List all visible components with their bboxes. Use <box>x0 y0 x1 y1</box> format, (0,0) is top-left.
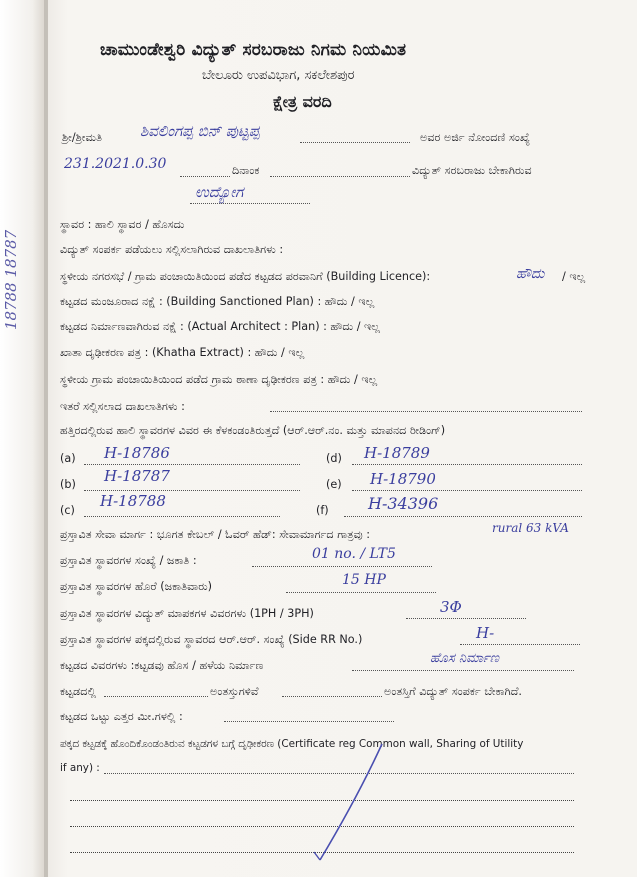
dotted-line <box>352 464 582 465</box>
load-value: 15 HP <box>342 572 386 588</box>
label-c: (c) <box>60 504 75 517</box>
dotted-line <box>104 696 208 697</box>
floors-end: ಅಂತಸ್ತಿಗೆ ವಿದ್ಯುತ್ ಸಂಪರ್ಕ ಬೇಕಾಗಿದೆ. <box>384 685 522 698</box>
rr-d: H-18789 <box>364 444 430 462</box>
dotted-line <box>282 696 382 697</box>
structure-line: ಸ್ಥಾವರ : ಹಾಲಿ ಸ್ಥಾವರ / ಹೊಸದು <box>60 218 185 231</box>
sheet-shadow <box>44 0 48 877</box>
applicant-prefix: ಶ್ರೀ/ಶ್ರೀಮತಿ <box>62 131 103 144</box>
purpose-value: ಉದ್ಯೋಗ <box>195 183 244 201</box>
subdivision-title: ಬೇಲೂರು ಉಪವಿಭಾಗ, ಸಕಲೇಶಪುರ <box>202 68 355 83</box>
dotted-line <box>224 721 394 722</box>
rr-a: H-18786 <box>104 444 170 462</box>
proposed-count: ಪ್ರಸ್ತಾವಿತ ಸ್ಥಾವರಗಳ ಸಂಖ್ಯೆ / ಜಕಾತಿ : <box>60 554 197 567</box>
doc-architect-plan: ಕಟ್ಟಡದ ನಿರ್ಮಾಣವಾಗಿರುವ ನಕ್ಷೆ : (Actual Architect : Plan) : ಹೌದು / ಇಲ್ಲ <box>60 320 380 333</box>
meter-value: 3Φ <box>440 598 462 616</box>
dotted-line <box>84 490 300 491</box>
documents-heading: ವಿದ್ಯುತ್ ಸಂಪರ್ಕ ಪಡೆಯಲು ಸಲ್ಲಿಸಲಾಗಿರುವ ದಾಖಲಾತಿಗಳು : <box>60 243 284 256</box>
rr-b: H-18787 <box>104 467 170 485</box>
dotted-line <box>300 142 410 143</box>
count-value: 01 no. / LT5 <box>312 546 396 562</box>
supply-label: ವಿದ್ಯುತ್ ಸರಬರಾಜು ಬೇಕಾಗಿರುವ <box>412 164 532 177</box>
report-title: ಕ್ಷೇತ್ರ ವರದಿ <box>273 92 332 111</box>
dotted-line <box>270 176 410 177</box>
if-any: if any) : <box>60 762 100 774</box>
label-d: (d) <box>326 452 342 465</box>
building-value: ಹೊಸ ನಿರ್ಮಾಣ <box>430 651 499 666</box>
dotted-line <box>252 566 432 567</box>
dotted-line <box>352 670 574 671</box>
dotted-line <box>180 176 230 177</box>
doc-others: ಇತರೆ ಸಲ್ಲಿಸಲಾದ ದಾಖಲಾತಿಗಳು : <box>60 400 185 413</box>
building-height: ಕಟ್ಟಡದ ಒಟ್ಟು ಎತ್ತರ ಮೀ.ಗಳಲ್ಲಿ : <box>60 710 183 723</box>
applicant-name: ಶಿವಲಿಂಗಪ್ಪ ಬಿನ್ ಪುಟ್ಟಪ್ಪ <box>140 122 260 140</box>
dotted-line <box>84 516 280 517</box>
dotted-line <box>352 490 582 491</box>
dotted-line <box>286 592 436 593</box>
org-title: ಚಾಮುಂಡೇಶ್ವರಿ ವಿದ್ಯುತ್ ಸರಬರಾಜು ನಿಗಮ ನಿಯಮಿತ <box>100 40 407 60</box>
service-route: ಪ್ರಸ್ತಾವಿತ ಸೇವಾ ಮಾರ್ಗ : ಭೂಗತ ಕೇಬಲ್ / ಓವರ್ ಹೆಡ್: ಸೇವಾಮಾರ್ಗದ ಗಾತ್ರವು : <box>60 528 371 541</box>
dotted-line <box>460 644 580 645</box>
label-b: (b) <box>60 478 76 491</box>
dotted-line <box>270 411 582 412</box>
building-details: ಕಟ್ಟಡದ ವಿವರಗಳು :ಕಟ್ಟಡವು ಹೊಸ / ಹಳೆಯ ನಿರ್ಮಾಣ <box>60 659 264 672</box>
reg-no-value: 231.2021.0.30 <box>64 156 167 172</box>
dotted-line <box>344 516 582 517</box>
label-e: (e) <box>326 478 342 491</box>
rr-e: H-18790 <box>370 470 436 488</box>
pen-stroke <box>300 740 390 870</box>
doc-licence-end: / ಇಲ್ಲ <box>562 270 586 283</box>
floors-mid: ಅಂತಸ್ತುಗಳಿವೆ <box>210 685 259 698</box>
side-rr-value: H- <box>476 624 495 642</box>
doc-grama-thana: ಸ್ಥಳೀಯ ಗ್ರಾಮ ಪಂಚಾಯಿತಿಯಿಂದ ಪಡೆದ ಗ್ರಾಮ ಠಾಣಾ ದೃಢೀಕರಣ ಪತ್ರ : ಹೌದು / ಇಲ್ಲ <box>60 373 378 386</box>
doc-khatha: ಖಾತಾ ದೃಢೀಕರಣ ಪತ್ರ : (Khatha Extract) : ಹೌದು / ಇಲ್ಲ <box>60 346 305 359</box>
dotted-line <box>190 203 310 204</box>
label-f: (f) <box>316 504 329 517</box>
service-size: rural 63 kVA <box>492 521 569 535</box>
reg-no-label: ಅವರ ಅರ್ಜಿ ನೋಂದಣಿ ಸಂಖ್ಯೆ <box>420 131 530 144</box>
dotted-line <box>406 618 526 619</box>
margin-handwritten-note: 18788 18787 <box>2 229 20 330</box>
proposed-load: ಪ್ರಸ್ತಾವಿತ ಸ್ಥಾವರಗಳ ಹೊರೆ (ಜಕಾತಿವಾರು) <box>60 580 213 593</box>
existing-heading: ಹತ್ತಿರದಲ್ಲಿರುವ ಹಾಲಿ ಸ್ಥಾವರಗಳ ವಿವರ ಈ ಕೆಳಕಂಡಂತಿರುತ್ತದೆ (ಆರ್.ಆರ್.ನಂ. ಮತ್ತು ಮಾಪನದ ರೀಡಿಂಗ್) <box>60 424 446 437</box>
doc-sanctioned-plan: ಕಟ್ಟಡದ ಮಂಜೂರಾದ ನಕ್ಷೆ : (Building Sanctioned Plan) : ಹೌದು / ಇಲ್ಲ <box>60 295 375 308</box>
dotted-line <box>84 464 300 465</box>
side-rr: ಪ್ರಸ್ತಾವಿತ ಸ್ಥಾವರಗಳ ಪಕ್ಕದಲ್ಲಿರುವ ಸ್ಥಾವರದ ಆರ್.ಆರ್. ಸಂಖ್ಯೆ (Side RR No.) <box>60 633 363 646</box>
proposed-meter: ಪ್ರಸ್ತಾವಿತ ಸ್ಥಾವರಗಳ ವಿದ್ಯುತ್ ಮಾಪಕಗಳ ವಿವರಗಳು (1PH / 3PH) <box>60 607 314 620</box>
paper-margin <box>0 0 46 877</box>
rr-c: H-18788 <box>100 492 166 510</box>
floors-prefix: ಕಟ್ಟಡದಲ್ಲಿ <box>60 685 96 698</box>
common-wall: ಪಕ್ಕದ ಕಟ್ಟಡಕ್ಕೆ ಹೊಂದಿಕೊಂಡಂತಿರುವ ಕಟ್ಟಡಗಳ ಬಗ್ಗೆ ದೃಢೀಕರಣ (Certificate reg Common wall, Sharing of Utility <box>60 738 524 750</box>
rr-f: H-34396 <box>368 494 439 513</box>
label-a: (a) <box>60 452 76 465</box>
doc-building-licence: ಸ್ಥಳೀಯ ನಗರಸಭೆ / ಗ್ರಾಮ ಪಂಚಾಯಿತಿಯಿಂದ ಪಡೆದ ಕಟ್ಟಡದ ಪರವಾನಿಗೆ (Building Licence): <box>60 270 431 283</box>
licence-answer: ಹೌದು <box>516 266 545 282</box>
date-label: ದಿನಾಂಕ <box>232 164 260 177</box>
